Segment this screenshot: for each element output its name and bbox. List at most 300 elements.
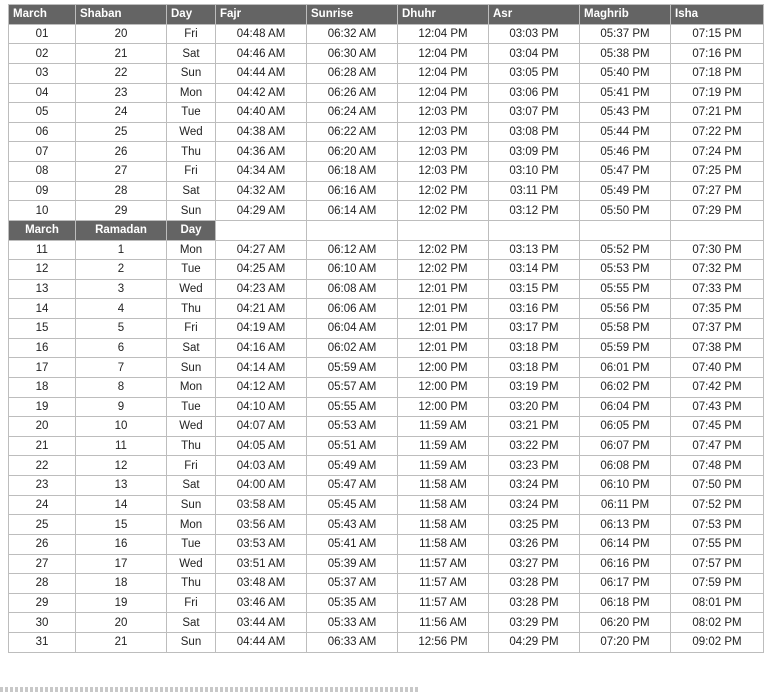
maghrib-cell: 05:37 PM (580, 24, 671, 44)
sunrise-cell: 05:49 AM (307, 456, 398, 476)
hijri-day-cell: 4 (76, 299, 167, 319)
weekday-cell: Mon (167, 83, 216, 103)
sunrise-cell: 05:47 AM (307, 476, 398, 496)
weekday-cell: Thu (167, 142, 216, 162)
isha-cell: 07:21 PM (671, 103, 764, 123)
fajr-cell: 04:00 AM (216, 476, 307, 496)
fajr-cell: 04:34 AM (216, 162, 307, 182)
fajr-cell: 04:46 AM (216, 44, 307, 64)
isha-cell: 07:57 PM (671, 554, 764, 574)
sunrise-cell: 06:26 AM (307, 83, 398, 103)
header-march: March (9, 5, 76, 25)
weekday-cell: Tue (167, 260, 216, 280)
isha-cell: 07:22 PM (671, 122, 764, 142)
maghrib-cell: 05:49 PM (580, 181, 671, 201)
asr-cell: 03:29 PM (489, 613, 580, 633)
weekday-cell: Mon (167, 515, 216, 535)
dhuhr-cell: 12:03 PM (398, 103, 489, 123)
sunrise-cell: 05:55 AM (307, 397, 398, 417)
fajr-cell: 03:46 AM (216, 593, 307, 613)
fajr-cell: 04:27 AM (216, 240, 307, 260)
sunrise-cell: 06:32 AM (307, 24, 398, 44)
fajr-cell: 04:32 AM (216, 181, 307, 201)
hijri-day-cell: 14 (76, 495, 167, 515)
sunrise-cell: 06:20 AM (307, 142, 398, 162)
cut-off-footer-text (0, 687, 420, 692)
asr-cell: 03:09 PM (489, 142, 580, 162)
table-row (9, 534, 764, 554)
isha-cell: 07:29 PM (671, 201, 764, 221)
date-cell: 17 (9, 358, 76, 378)
fajr-cell: 04:19 AM (216, 319, 307, 339)
ramadan-rows (9, 240, 764, 652)
sunrise-cell: 05:35 AM (307, 593, 398, 613)
header-asr: Asr (489, 5, 580, 25)
date-cell: 12 (9, 260, 76, 280)
asr-cell: 03:10 PM (489, 162, 580, 182)
fajr-cell: 03:51 AM (216, 554, 307, 574)
dhuhr-cell: 12:03 PM (398, 142, 489, 162)
isha-cell: 07:43 PM (671, 397, 764, 417)
date-cell: 22 (9, 456, 76, 476)
asr-cell: 03:25 PM (489, 515, 580, 535)
isha-cell: 07:30 PM (671, 240, 764, 260)
isha-cell: 07:35 PM (671, 299, 764, 319)
date-cell: 03 (9, 63, 76, 83)
weekday-cell: Thu (167, 436, 216, 456)
date-cell: 07 (9, 142, 76, 162)
blank-cell (580, 220, 671, 240)
sunrise-cell: 06:10 AM (307, 260, 398, 280)
fajr-cell: 04:23 AM (216, 279, 307, 299)
date-cell: 23 (9, 476, 76, 496)
header-day: Day (167, 5, 216, 25)
weekday-cell: Mon (167, 240, 216, 260)
sunrise-cell: 05:41 AM (307, 534, 398, 554)
blank-cell (307, 220, 398, 240)
subheader-day: Day (167, 220, 216, 240)
sunrise-cell: 06:33 AM (307, 633, 398, 653)
table-row (9, 515, 764, 535)
hijri-day-cell: 5 (76, 319, 167, 339)
asr-cell: 03:05 PM (489, 63, 580, 83)
hijri-day-cell: 6 (76, 338, 167, 358)
maghrib-cell: 05:40 PM (580, 63, 671, 83)
sunrise-cell: 05:39 AM (307, 554, 398, 574)
fajr-cell: 04:14 AM (216, 358, 307, 378)
date-cell: 30 (9, 613, 76, 633)
blank-cell (216, 220, 307, 240)
asr-cell: 03:24 PM (489, 476, 580, 496)
dhuhr-cell: 12:02 PM (398, 181, 489, 201)
table-row (9, 83, 764, 103)
sunrise-cell: 06:04 AM (307, 319, 398, 339)
isha-cell: 08:01 PM (671, 593, 764, 613)
table-row (9, 554, 764, 574)
table-row (9, 613, 764, 633)
fajr-cell: 03:44 AM (216, 613, 307, 633)
dhuhr-cell: 11:59 AM (398, 456, 489, 476)
sunrise-cell: 05:43 AM (307, 515, 398, 535)
subheader-march: March (9, 220, 76, 240)
table-row (9, 377, 764, 397)
weekday-cell: Sat (167, 44, 216, 64)
fajr-cell: 04:42 AM (216, 83, 307, 103)
dhuhr-cell: 12:02 PM (398, 201, 489, 221)
blank-cell (398, 220, 489, 240)
maghrib-cell: 05:46 PM (580, 142, 671, 162)
asr-cell: 03:14 PM (489, 260, 580, 280)
date-cell: 21 (9, 436, 76, 456)
sunrise-cell: 05:37 AM (307, 574, 398, 594)
hijri-day-cell: 21 (76, 44, 167, 64)
date-cell: 28 (9, 574, 76, 594)
fajr-cell: 04:10 AM (216, 397, 307, 417)
weekday-cell: Sat (167, 476, 216, 496)
table-row (9, 63, 764, 83)
maghrib-cell: 06:05 PM (580, 417, 671, 437)
isha-cell: 07:45 PM (671, 417, 764, 437)
table-row (9, 299, 764, 319)
maghrib-cell: 05:50 PM (580, 201, 671, 221)
table-row (9, 397, 764, 417)
blank-cell (489, 220, 580, 240)
table-row (9, 633, 764, 653)
fajr-cell: 04:03 AM (216, 456, 307, 476)
sunrise-cell: 06:08 AM (307, 279, 398, 299)
table-row (9, 279, 764, 299)
date-cell: 04 (9, 83, 76, 103)
dhuhr-cell: 11:57 AM (398, 574, 489, 594)
isha-cell: 07:53 PM (671, 515, 764, 535)
isha-cell: 07:38 PM (671, 338, 764, 358)
hijri-day-cell: 15 (76, 515, 167, 535)
weekday-cell: Wed (167, 122, 216, 142)
maghrib-cell: 06:13 PM (580, 515, 671, 535)
isha-cell: 07:32 PM (671, 260, 764, 280)
maghrib-cell: 05:47 PM (580, 162, 671, 182)
isha-cell: 07:48 PM (671, 456, 764, 476)
date-cell: 19 (9, 397, 76, 417)
date-cell: 15 (9, 319, 76, 339)
date-cell: 14 (9, 299, 76, 319)
shaban-rows (9, 24, 764, 220)
sunrise-cell: 05:53 AM (307, 417, 398, 437)
fajr-cell: 04:05 AM (216, 436, 307, 456)
table-row (9, 181, 764, 201)
maghrib-cell: 06:01 PM (580, 358, 671, 378)
weekday-cell: Thu (167, 299, 216, 319)
weekday-cell: Sat (167, 181, 216, 201)
dhuhr-cell: 12:00 PM (398, 358, 489, 378)
asr-cell: 03:17 PM (489, 319, 580, 339)
weekday-cell: Fri (167, 593, 216, 613)
hijri-day-cell: 28 (76, 181, 167, 201)
asr-cell: 03:19 PM (489, 377, 580, 397)
dhuhr-cell: 12:01 PM (398, 319, 489, 339)
table-row (9, 495, 764, 515)
asr-cell: 04:29 PM (489, 633, 580, 653)
date-cell: 11 (9, 240, 76, 260)
prayer-times-table (8, 4, 764, 653)
weekday-cell: Thu (167, 574, 216, 594)
sunrise-cell: 05:51 AM (307, 436, 398, 456)
weekday-cell: Sat (167, 613, 216, 633)
asr-cell: 03:07 PM (489, 103, 580, 123)
isha-cell: 07:25 PM (671, 162, 764, 182)
fajr-cell: 04:44 AM (216, 633, 307, 653)
asr-cell: 03:20 PM (489, 397, 580, 417)
sunrise-cell: 06:02 AM (307, 338, 398, 358)
date-cell: 27 (9, 554, 76, 574)
dhuhr-cell: 11:57 AM (398, 554, 489, 574)
hijri-day-cell: 10 (76, 417, 167, 437)
fajr-cell: 04:48 AM (216, 24, 307, 44)
isha-cell: 07:40 PM (671, 358, 764, 378)
isha-cell: 07:33 PM (671, 279, 764, 299)
table-row (9, 201, 764, 221)
weekday-cell: Sun (167, 201, 216, 221)
maghrib-cell: 05:52 PM (580, 240, 671, 260)
maghrib-cell: 05:56 PM (580, 299, 671, 319)
isha-cell: 08:02 PM (671, 613, 764, 633)
hijri-day-cell: 24 (76, 103, 167, 123)
maghrib-cell: 06:20 PM (580, 613, 671, 633)
fajr-cell: 03:53 AM (216, 534, 307, 554)
fajr-cell: 04:38 AM (216, 122, 307, 142)
sunrise-cell: 06:06 AM (307, 299, 398, 319)
dhuhr-cell: 11:58 AM (398, 515, 489, 535)
hijri-day-cell: 26 (76, 142, 167, 162)
sunrise-cell: 06:28 AM (307, 63, 398, 83)
hijri-day-cell: 20 (76, 24, 167, 44)
maghrib-cell: 06:04 PM (580, 397, 671, 417)
asr-cell: 03:24 PM (489, 495, 580, 515)
weekday-cell: Sun (167, 358, 216, 378)
hijri-day-cell: 29 (76, 201, 167, 221)
dhuhr-cell: 12:00 PM (398, 377, 489, 397)
weekday-cell: Tue (167, 103, 216, 123)
dhuhr-cell: 12:03 PM (398, 122, 489, 142)
hijri-day-cell: 1 (76, 240, 167, 260)
hijri-day-cell: 18 (76, 574, 167, 594)
dhuhr-cell: 11:58 AM (398, 476, 489, 496)
maghrib-cell: 07:20 PM (580, 633, 671, 653)
dhuhr-cell: 12:04 PM (398, 44, 489, 64)
weekday-cell: Mon (167, 377, 216, 397)
dhuhr-cell: 12:01 PM (398, 299, 489, 319)
table-row (9, 476, 764, 496)
dhuhr-cell: 11:58 AM (398, 534, 489, 554)
asr-cell: 03:04 PM (489, 44, 580, 64)
weekday-cell: Sun (167, 633, 216, 653)
isha-cell: 07:59 PM (671, 574, 764, 594)
date-cell: 13 (9, 279, 76, 299)
isha-cell: 07:16 PM (671, 44, 764, 64)
fajr-cell: 03:56 AM (216, 515, 307, 535)
hijri-day-cell: 20 (76, 613, 167, 633)
weekday-cell: Sun (167, 63, 216, 83)
hijri-day-cell: 19 (76, 593, 167, 613)
asr-cell: 03:23 PM (489, 456, 580, 476)
hijri-day-cell: 25 (76, 122, 167, 142)
fajr-cell: 04:29 AM (216, 201, 307, 221)
header-dhuhr: Dhuhr (398, 5, 489, 25)
dhuhr-cell: 12:00 PM (398, 397, 489, 417)
maghrib-cell: 05:55 PM (580, 279, 671, 299)
dhuhr-cell: 12:03 PM (398, 162, 489, 182)
fajr-cell: 03:48 AM (216, 574, 307, 594)
hijri-day-cell: 13 (76, 476, 167, 496)
maghrib-cell: 06:10 PM (580, 476, 671, 496)
header-shaban: Shaban (76, 5, 167, 25)
fajr-cell: 04:12 AM (216, 377, 307, 397)
ramadan-subheader (9, 220, 764, 240)
hijri-day-cell: 22 (76, 63, 167, 83)
isha-cell: 07:24 PM (671, 142, 764, 162)
sunrise-cell: 06:16 AM (307, 181, 398, 201)
asr-cell: 03:11 PM (489, 181, 580, 201)
maghrib-cell: 05:43 PM (580, 103, 671, 123)
hijri-day-cell: 7 (76, 358, 167, 378)
maghrib-cell: 06:18 PM (580, 593, 671, 613)
weekday-cell: Wed (167, 417, 216, 437)
maghrib-cell: 06:17 PM (580, 574, 671, 594)
weekday-cell: Wed (167, 554, 216, 574)
table-subheader-row (9, 220, 764, 240)
maghrib-cell: 05:38 PM (580, 44, 671, 64)
dhuhr-cell: 11:56 AM (398, 613, 489, 633)
weekday-cell: Fri (167, 456, 216, 476)
sunrise-cell: 06:22 AM (307, 122, 398, 142)
header-sunrise: Sunrise (307, 5, 398, 25)
maghrib-cell: 05:41 PM (580, 83, 671, 103)
header-isha: Isha (671, 5, 764, 25)
asr-cell: 03:15 PM (489, 279, 580, 299)
isha-cell: 07:52 PM (671, 495, 764, 515)
maghrib-cell: 06:16 PM (580, 554, 671, 574)
weekday-cell: Wed (167, 279, 216, 299)
asr-cell: 03:18 PM (489, 358, 580, 378)
weekday-cell: Sat (167, 338, 216, 358)
table-row (9, 456, 764, 476)
dhuhr-cell: 12:04 PM (398, 83, 489, 103)
maghrib-cell: 05:44 PM (580, 122, 671, 142)
isha-cell: 07:47 PM (671, 436, 764, 456)
weekday-cell: Fri (167, 24, 216, 44)
asr-cell: 03:18 PM (489, 338, 580, 358)
isha-cell: 07:55 PM (671, 534, 764, 554)
sunrise-cell: 06:12 AM (307, 240, 398, 260)
dhuhr-cell: 12:01 PM (398, 279, 489, 299)
fajr-cell: 04:07 AM (216, 417, 307, 437)
hijri-day-cell: 21 (76, 633, 167, 653)
date-cell: 16 (9, 338, 76, 358)
table-row (9, 338, 764, 358)
sunrise-cell: 05:57 AM (307, 377, 398, 397)
asr-cell: 03:21 PM (489, 417, 580, 437)
hijri-day-cell: 9 (76, 397, 167, 417)
blank-cell (671, 220, 764, 240)
table-row (9, 574, 764, 594)
asr-cell: 03:16 PM (489, 299, 580, 319)
weekday-cell: Fri (167, 162, 216, 182)
maghrib-cell: 06:11 PM (580, 495, 671, 515)
date-cell: 18 (9, 377, 76, 397)
sunrise-cell: 06:24 AM (307, 103, 398, 123)
sunrise-cell: 05:45 AM (307, 495, 398, 515)
asr-cell: 03:08 PM (489, 122, 580, 142)
sunrise-cell: 05:59 AM (307, 358, 398, 378)
subheader-ramadan: Ramadan (76, 220, 167, 240)
asr-cell: 03:06 PM (489, 83, 580, 103)
table-row (9, 319, 764, 339)
hijri-day-cell: 11 (76, 436, 167, 456)
maghrib-cell: 06:14 PM (580, 534, 671, 554)
date-cell: 25 (9, 515, 76, 535)
date-cell: 02 (9, 44, 76, 64)
asr-cell: 03:03 PM (489, 24, 580, 44)
dhuhr-cell: 11:59 AM (398, 417, 489, 437)
date-cell: 09 (9, 181, 76, 201)
hijri-day-cell: 16 (76, 534, 167, 554)
maghrib-cell: 06:07 PM (580, 436, 671, 456)
fajr-cell: 04:21 AM (216, 299, 307, 319)
date-cell: 20 (9, 417, 76, 437)
hijri-day-cell: 2 (76, 260, 167, 280)
date-cell: 06 (9, 122, 76, 142)
hijri-day-cell: 23 (76, 83, 167, 103)
maghrib-cell: 05:53 PM (580, 260, 671, 280)
weekday-cell: Tue (167, 397, 216, 417)
table-row (9, 260, 764, 280)
asr-cell: 03:28 PM (489, 574, 580, 594)
dhuhr-cell: 12:04 PM (398, 63, 489, 83)
isha-cell: 07:50 PM (671, 476, 764, 496)
date-cell: 29 (9, 593, 76, 613)
weekday-cell: Fri (167, 319, 216, 339)
isha-cell: 07:37 PM (671, 319, 764, 339)
table-row (9, 436, 764, 456)
header-fajr: Fajr (216, 5, 307, 25)
date-cell: 05 (9, 103, 76, 123)
table-row (9, 142, 764, 162)
table-row (9, 24, 764, 44)
hijri-day-cell: 12 (76, 456, 167, 476)
dhuhr-cell: 11:59 AM (398, 436, 489, 456)
maghrib-cell: 06:08 PM (580, 456, 671, 476)
asr-cell: 03:13 PM (489, 240, 580, 260)
table-row (9, 44, 764, 64)
sunrise-cell: 06:18 AM (307, 162, 398, 182)
fajr-cell: 04:25 AM (216, 260, 307, 280)
maghrib-cell: 05:58 PM (580, 319, 671, 339)
sunrise-cell: 06:14 AM (307, 201, 398, 221)
asr-cell: 03:22 PM (489, 436, 580, 456)
hijri-day-cell: 3 (76, 279, 167, 299)
isha-cell: 07:15 PM (671, 24, 764, 44)
weekday-cell: Tue (167, 534, 216, 554)
sunrise-cell: 05:33 AM (307, 613, 398, 633)
table-row (9, 417, 764, 437)
hijri-day-cell: 8 (76, 377, 167, 397)
isha-cell: 07:18 PM (671, 63, 764, 83)
asr-cell: 03:27 PM (489, 554, 580, 574)
dhuhr-cell: 12:01 PM (398, 338, 489, 358)
asr-cell: 03:28 PM (489, 593, 580, 613)
date-cell: 10 (9, 201, 76, 221)
hijri-day-cell: 27 (76, 162, 167, 182)
